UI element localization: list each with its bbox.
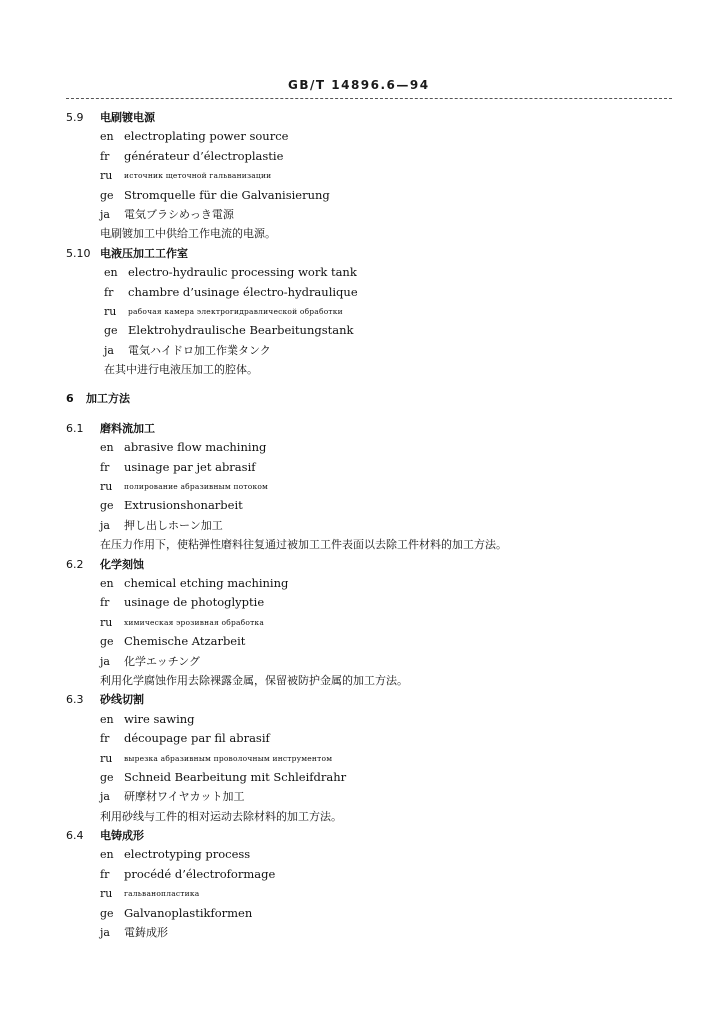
term-number: 6.1 [66,421,84,435]
term-german: Schneid Bearbeitung mit Schleifdrahr [124,769,347,784]
lang-code-ge: ge [100,188,114,202]
term-entry-6-3 [0,690,724,826]
lang-code-ru: ru [100,480,113,494]
lang-code-ja: ja [100,926,110,940]
lang-code-fr: fr [100,732,110,746]
page-header [0,78,724,98]
term-japanese: 電気ハイドロ加工作業タンク [128,343,271,357]
term-french: chambre d’usinage électro-hydraulique [128,284,358,299]
lang-code-fr: fr [100,867,110,881]
lang-code-en: en [100,848,114,862]
lang-code-ja: ja [100,518,110,532]
term-english: electro-hydraulic processing work tank [128,265,357,280]
lang-code-ja: ja [104,343,114,357]
term-russian: вырезка абразивным проволочным инструментом [124,753,333,763]
term-number: 5.10 [66,246,91,260]
term-french: procédé d’électroformage [124,866,276,881]
term-chinese: 砂线切割 [100,693,144,707]
term-entry-5-10 [0,244,724,380]
lang-code-ge: ge [100,906,114,920]
lang-code-ge: ge [104,324,118,338]
term-definition: 在压力作用下，使粘弹性磨料往复通过被加工工件表面以去除工件材料的加工方法。 [100,538,507,552]
term-japanese: 研摩材ワイヤカット加工 [124,790,245,804]
term-chinese: 化学刻蚀 [100,557,144,571]
term-german: Stromquelle für die Galvanisierung [124,187,330,202]
lang-code-en: en [104,266,118,280]
term-english: electrotyping process [124,847,251,862]
term-english: wire sawing [124,711,195,726]
term-number: 6.3 [66,693,84,707]
term-definition: 利用化学腐蚀作用去除裸露金属，保留被防护金属的加工方法。 [100,673,408,687]
term-french: usinage par jet abrasif [124,459,256,474]
section-heading [0,389,724,408]
term-entry-6-4 [0,826,724,942]
lang-code-fr: fr [100,149,110,163]
term-french: générateur d’électroplastie [124,148,284,163]
term-german: Elektrohydraulische Bearbeitungstank [128,323,354,338]
term-japanese: 化学エッチング [124,654,201,668]
lang-code-ru: ru [100,169,113,183]
term-russian: источник щеточной гальванизации [124,171,272,181]
term-english: chemical etching machining [124,575,289,590]
term-definition: 电刷镀加工中供给工作电流的电源。 [100,227,276,241]
lang-code-en: en [100,576,114,590]
lang-code-ge: ge [100,770,114,784]
term-russian: полирование абразивным потоком [124,482,269,492]
term-chinese: 电液压加工工作室 [100,246,188,260]
term-japanese: 電鋳成形 [124,926,168,940]
term-russian: гальванопластика [124,889,200,899]
lang-code-ru: ru [100,751,113,765]
term-number: 5.9 [66,111,84,124]
term-english: electroplating power source [124,129,289,144]
term-japanese: 押し出しホーン加工 [124,518,223,532]
term-chinese: 磨料流加工 [100,421,155,435]
section-number: 6 [66,392,74,406]
lang-code-en: en [100,441,114,455]
term-chinese: 电刷镀电源 [100,111,155,124]
term-french: découpage par fil abrasif [124,731,270,746]
term-french: usinage de photoglyptie [124,595,265,610]
term-definition: 在其中进行电液压加工的腔体。 [104,363,258,377]
standard-code: GB/T 14896.6—94 [288,78,430,92]
lang-code-ge: ge [100,499,114,513]
term-german: Extrusionshonarbeit [124,498,243,513]
lang-code-ja: ja [100,654,110,668]
document-body [0,108,724,942]
lang-code-ja: ja [100,207,110,221]
lang-code-ge: ge [100,635,114,649]
lang-code-ru: ru [100,615,113,629]
term-chinese: 电铸成形 [100,829,144,843]
lang-code-en: en [100,712,114,726]
term-english: abrasive flow machining [124,440,267,455]
term-number: 6.4 [66,829,84,843]
term-german: Chemische Atzarbeit [124,634,246,649]
term-russian: химическая эрозивная обработка [124,617,264,627]
term-entry-6-1 [0,419,724,555]
lang-code-ru: ru [100,887,113,901]
term-german: Galvanoplastikformen [124,905,253,920]
lang-code-fr: fr [104,285,114,299]
lang-code-ja: ja [100,790,110,804]
lang-code-fr: fr [100,460,110,474]
section-title: 加工方法 [86,392,130,406]
header-rule [66,98,672,99]
term-entry-6-2 [0,555,724,691]
term-russian: рабочая камера электрогидравлической обработки [128,306,343,316]
term-japanese: 電気ブラシめっき電源 [124,207,234,221]
term-entry-5-9 [0,108,724,244]
term-definition: 利用砂线与工件的相对运动去除材料的加工方法。 [100,809,342,823]
lang-code-ru: ru [104,304,117,318]
lang-code-en: en [100,130,114,144]
term-number: 6.2 [66,557,84,571]
lang-code-fr: fr [100,596,110,610]
